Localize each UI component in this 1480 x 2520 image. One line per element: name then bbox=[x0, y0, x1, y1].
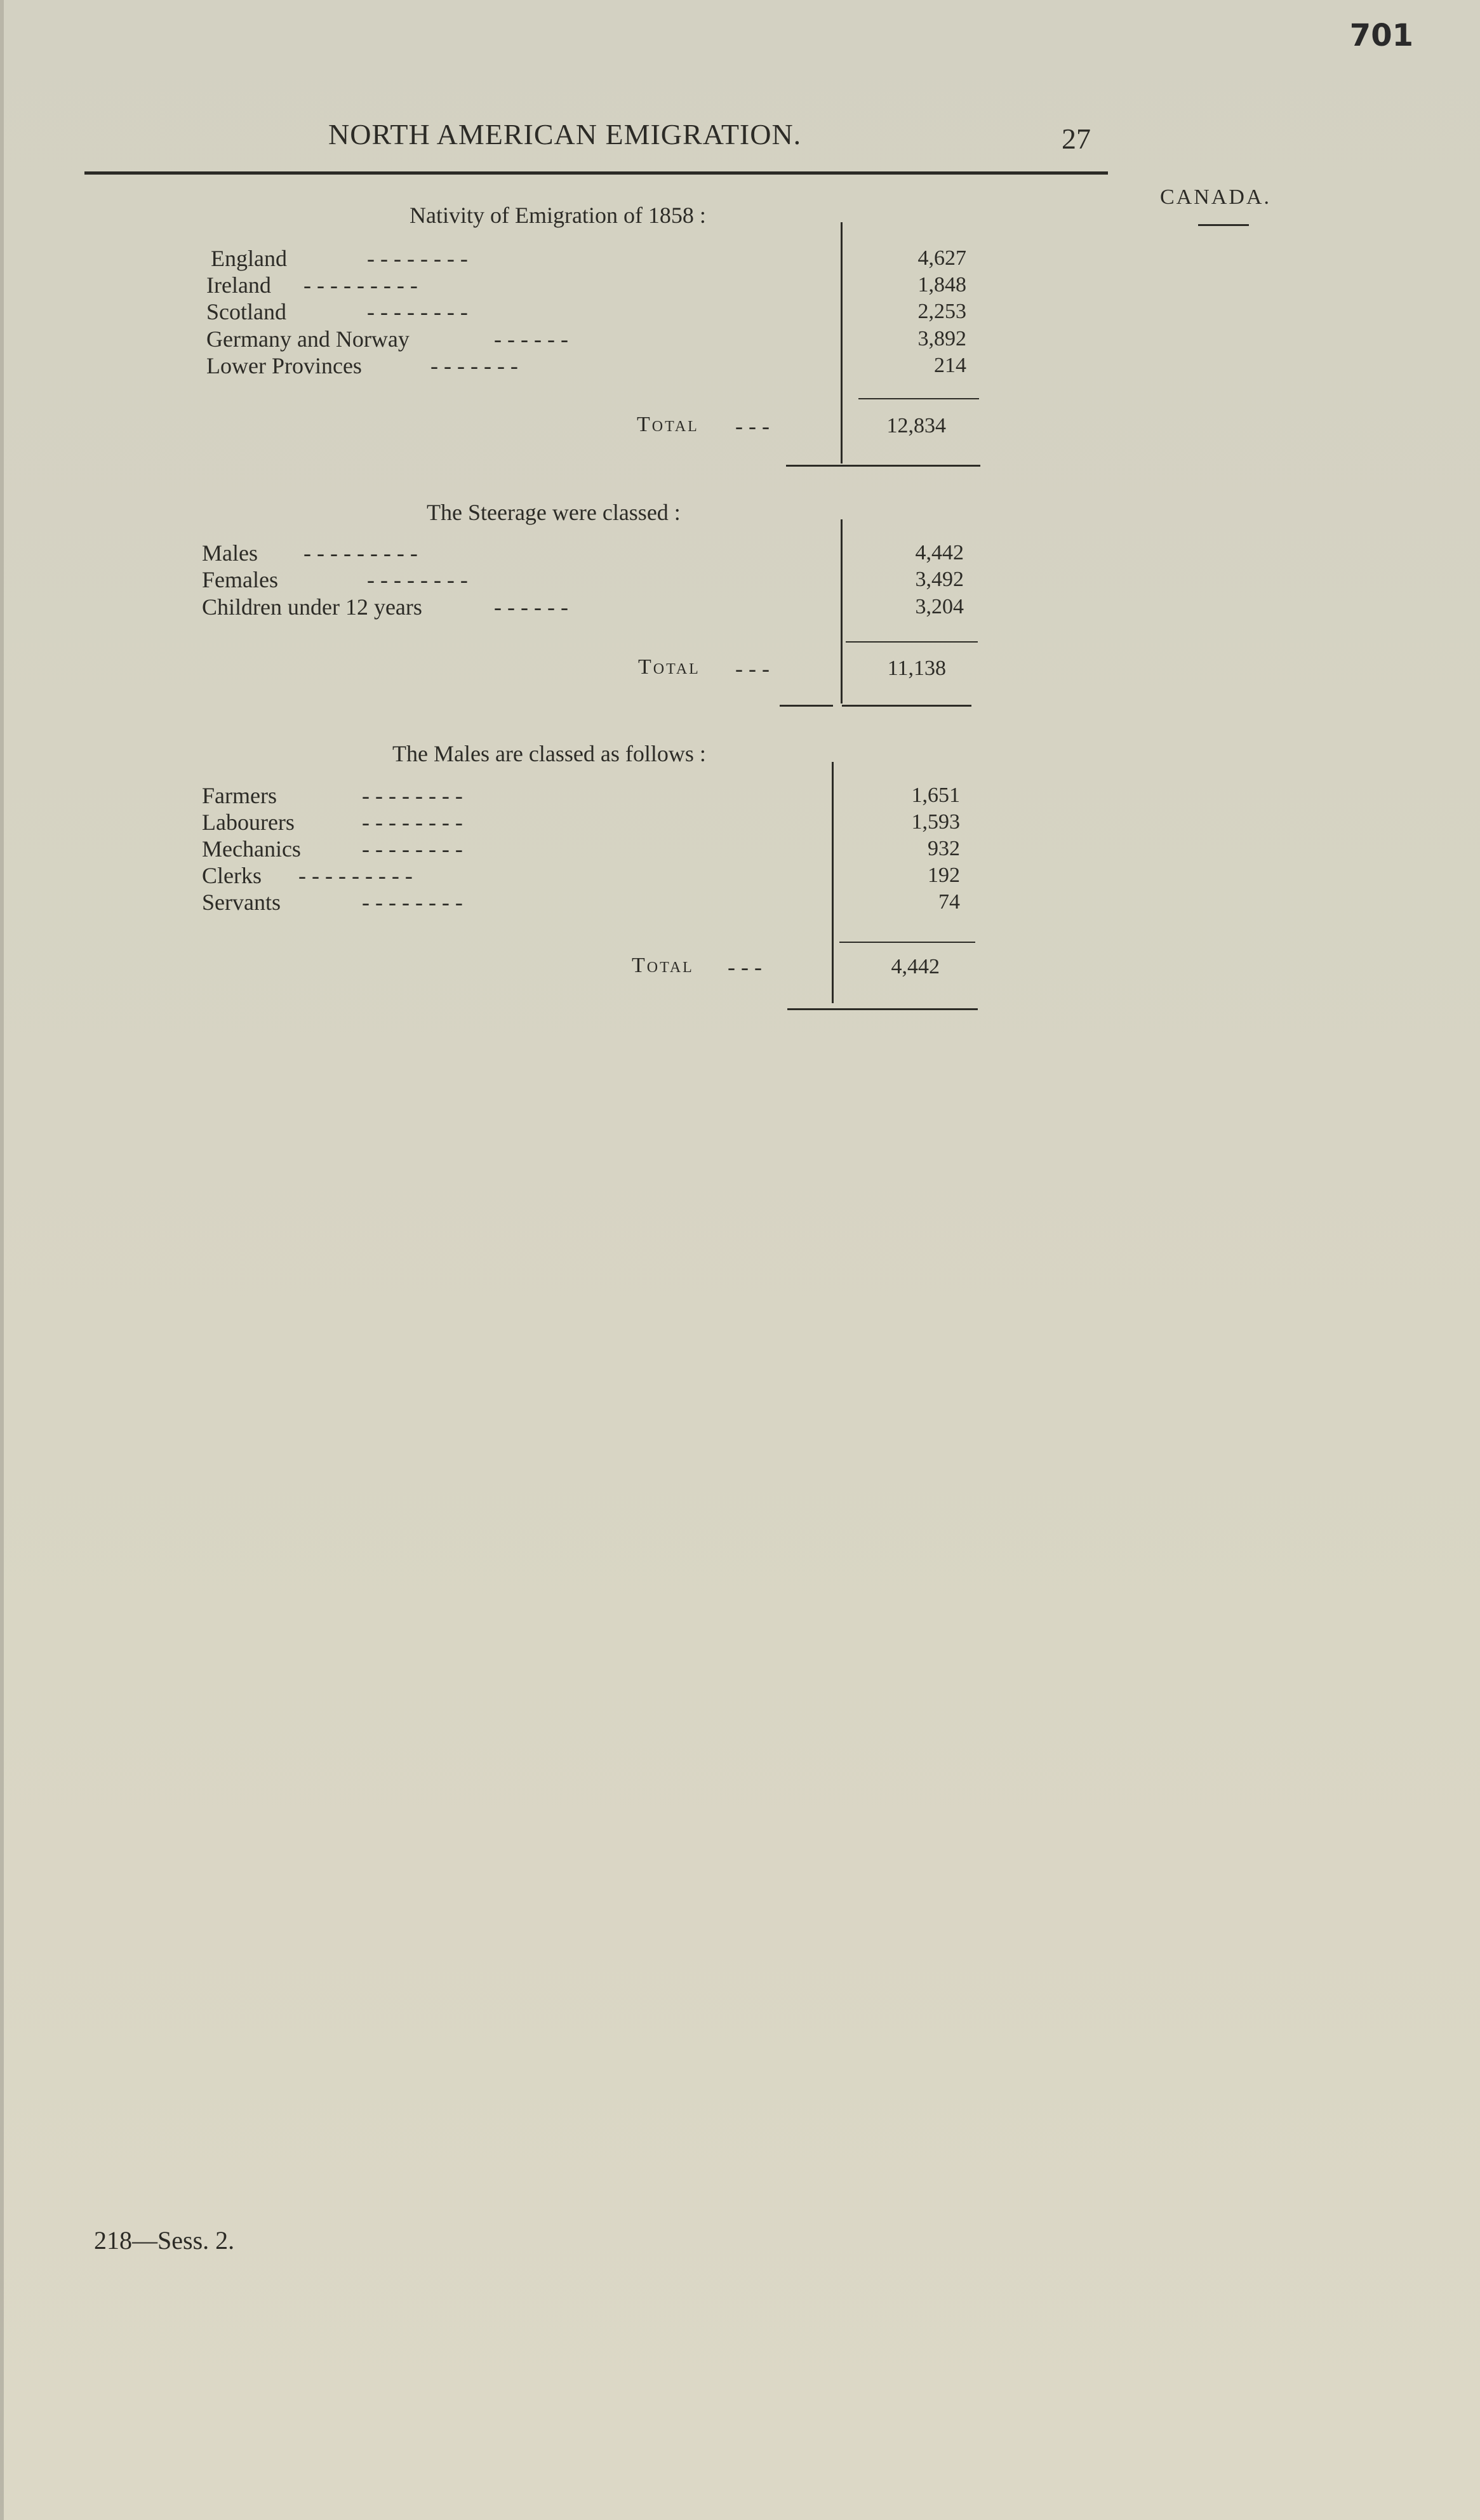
row-leaders: - - - - - - - - bbox=[362, 836, 463, 862]
row-value: 3,204 bbox=[915, 595, 964, 618]
row-value: 214 bbox=[934, 354, 966, 377]
row-value: 3,892 bbox=[917, 327, 966, 350]
column-divider bbox=[841, 519, 843, 703]
row-value: 932 bbox=[928, 837, 960, 860]
table-title: The Steerage were classed : bbox=[427, 500, 681, 525]
total-label: Total bbox=[638, 655, 700, 679]
row-leaders: - - - - - - bbox=[494, 594, 568, 620]
table-title: The Males are classed as follows : bbox=[392, 741, 706, 766]
row-label: Servants bbox=[202, 890, 281, 915]
row-leaders: - - - - - - - - - bbox=[303, 272, 418, 298]
total-leaders: - - - bbox=[728, 954, 762, 980]
total-value: 4,442 bbox=[891, 955, 940, 978]
row-label: Lower Provinces bbox=[206, 353, 362, 378]
total-leaders: - - - bbox=[735, 413, 770, 439]
subtotal-rule bbox=[846, 641, 978, 643]
total-label: Total bbox=[637, 413, 699, 436]
total-rule-right bbox=[842, 705, 971, 707]
page-folio: 27 bbox=[1062, 123, 1091, 155]
total-label: Total bbox=[632, 954, 694, 977]
row-value: 4,442 bbox=[915, 541, 964, 564]
footer-note: 218—Sess. 2. bbox=[94, 2226, 235, 2255]
row-value: 74 bbox=[938, 890, 960, 914]
margin-note-rule bbox=[1198, 224, 1249, 226]
margin-note: CANADA. bbox=[1160, 185, 1271, 209]
row-label: England bbox=[211, 246, 287, 271]
page-stamp-number: 701 bbox=[1349, 18, 1413, 53]
row-leaders: - - - - - - - - bbox=[362, 890, 463, 915]
total-value: 11,138 bbox=[887, 657, 946, 680]
row-leaders: - - - - - - - - bbox=[367, 567, 468, 592]
row-leaders: - - - - - - - - bbox=[362, 810, 463, 835]
row-value: 1,593 bbox=[911, 810, 960, 834]
row-value: 4,627 bbox=[917, 246, 966, 270]
row-value: 192 bbox=[928, 863, 960, 887]
subtotal-rule bbox=[839, 942, 975, 943]
subtotal-rule bbox=[858, 398, 979, 399]
column-divider bbox=[841, 222, 843, 463]
row-leaders: - - - - - - - - bbox=[362, 783, 463, 808]
row-value: 2,253 bbox=[917, 300, 966, 323]
row-label: Ireland bbox=[206, 272, 271, 298]
row-label: Mechanics bbox=[202, 836, 301, 862]
total-rule bbox=[786, 465, 980, 467]
row-value: 3,492 bbox=[915, 568, 964, 591]
row-value: 1,848 bbox=[917, 273, 966, 297]
column-divider bbox=[832, 762, 834, 1003]
running-head: NORTH AMERICAN EMIGRATION. bbox=[328, 118, 802, 150]
row-value: 1,651 bbox=[911, 783, 960, 807]
row-label: Germany and Norway bbox=[206, 326, 410, 352]
total-rule-left bbox=[780, 705, 833, 707]
row-leaders: - - - - - - - - - bbox=[303, 540, 418, 566]
row-label: Clerks bbox=[202, 863, 262, 888]
row-leaders: - - - - - - - - bbox=[367, 299, 468, 324]
total-value: 12,834 bbox=[886, 414, 946, 437]
row-label: Labourers bbox=[202, 810, 295, 835]
row-label: Females bbox=[202, 567, 278, 592]
row-label: Scotland bbox=[206, 299, 286, 324]
row-label: Children under 12 years bbox=[202, 594, 422, 620]
row-leaders: - - - - - - - bbox=[430, 353, 518, 378]
row-leaders: - - - - - - - - - bbox=[298, 863, 413, 888]
header-rule bbox=[84, 171, 1108, 175]
row-leaders: - - - - - - - - bbox=[367, 246, 468, 271]
row-label: Males bbox=[202, 540, 258, 566]
row-leaders: - - - - - - bbox=[494, 326, 568, 352]
total-leaders: - - - bbox=[735, 656, 770, 681]
table-title: Nativity of Emigration of 1858 : bbox=[410, 203, 706, 228]
page-edge-shadow bbox=[0, 0, 4, 2520]
total-rule bbox=[787, 1008, 978, 1010]
row-label: Farmers bbox=[202, 783, 277, 808]
